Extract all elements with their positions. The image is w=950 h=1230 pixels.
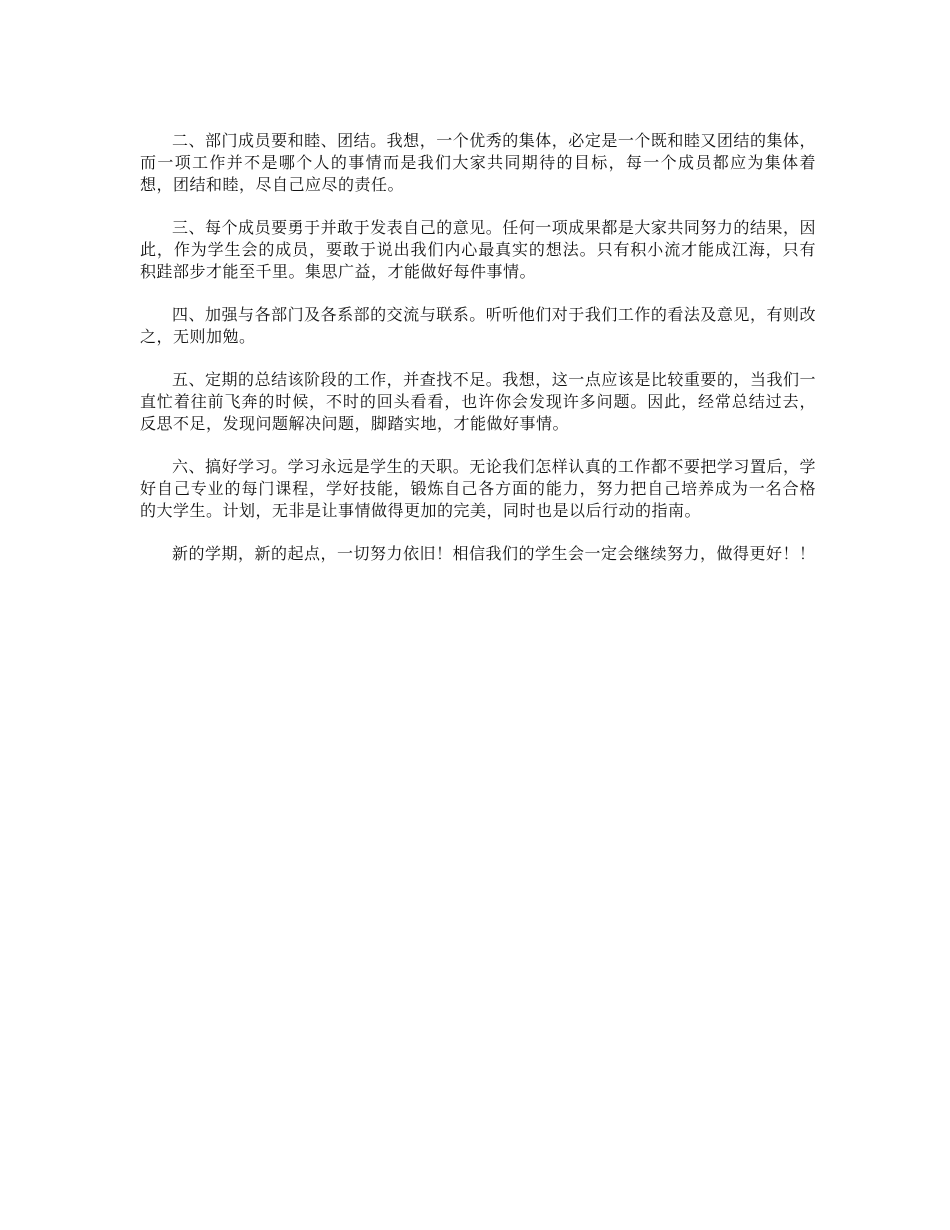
- document-body: [140, 130, 816, 586]
- paragraph-study: 六、搞好学习。学习永远是学生的天职。无论我们怎样认真的工作都不要把学习置后，学好自己专业的每门课程，学好技能，锻炼自己各方面的能力，努力把自己培养成为一名合格的大学生。计划，无非是让事情做得更加的完美，同时也是以后行动的指南。: [140, 457, 816, 520]
- paragraph-express-opinions: 三、每个成员要勇于并敢于发表自己的意见。任何一项成果都是大家共同努力的结果，因此，作为学生会的成员，要敢于说出我们内心最真实的想法。只有积小流才能成江海，只有积跬部步才能至千里。集思广益，才能做好每件事情。: [140, 218, 816, 281]
- paragraph-unity: 二、部门成员要和睦、团结。我想，一个优秀的集体，必定是一个既和睦又团结的集体，而一项工作并不是哪个人的事情而是我们大家共同期待的目标，每一个成员都应为集体着想，团结和睦，尽自己应尽的责任。: [140, 131, 816, 194]
- paragraph-closing: 新的学期，新的起点，一切努力依旧！相信我们的学生会一定会继续努力，做得更好！！: [172, 544, 816, 563]
- paragraph-summary: 五、定期的总结该阶段的工作，并查找不足。我想，这一点应该是比较重要的，当我们一直忙着往前飞奔的时候，不时的回头看看，也许你会发现许多问题。因此，经常总结过去，反思不足，发现问题解决问题，脚踏实地，才能做好事情。: [140, 370, 816, 433]
- paragraph-communication: 四、加强与各部门及各系部的交流与联系。听听他们对于我们工作的看法及意见，有则改之，无则加勉。: [140, 305, 816, 346]
